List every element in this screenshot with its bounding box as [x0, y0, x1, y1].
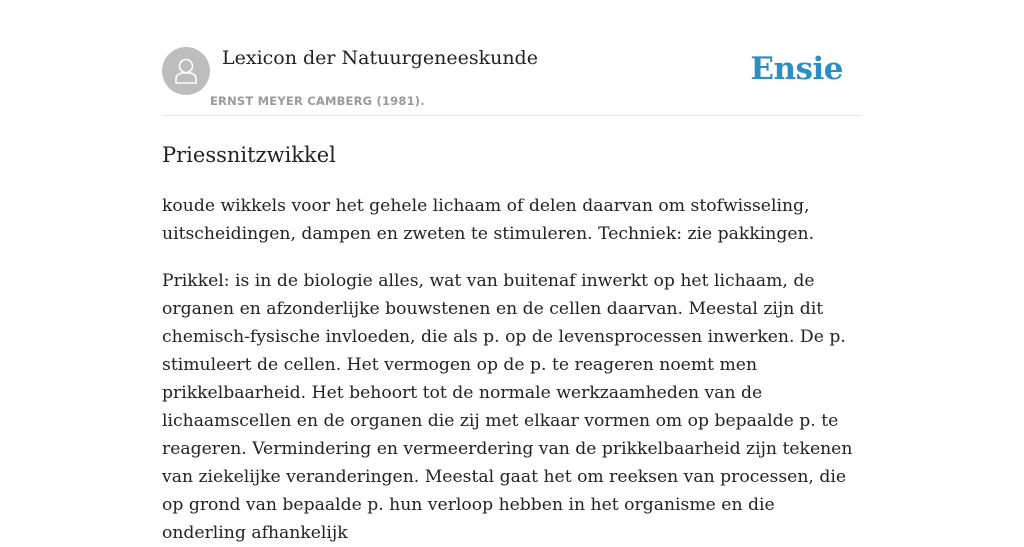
entry-term: Priessnitzwikkel — [162, 143, 336, 167]
entry-definition: koude wikkels voor het gehele lichaam of delen daarvan om stofwisseling, uitscheidingen, dampen en zweten te stimuleren. Techniek: zie pakkingen. — [162, 196, 815, 244]
ensie-logo[interactable]: Ensie — [750, 51, 843, 87]
avatar[interactable] — [162, 47, 210, 95]
author-credit: ERNST MEYER CAMBERG (1981). — [210, 94, 425, 108]
next-entry-paragraph: Prikkel: is in de biologie alles, wat van buitenaf inwerkt op het lichaam, de organen en afzonderlijke bouwstenen en de cellen daarvan. Meestal zijn dit chemisch-fysische invloeden, die als p. op de levensprocessen inwerken. De p. stimuleert de cellen. Het vermogen op de p. te reageren noemt men prikkelbaarheid. Het behoort tot de normale werkzaamheden van de lichaamscellen en de organen die zij met elkaar vormen om op bepaalde p. te reageren. Vermindering en vermeerdering van de prikkelbaarheid zijn tekenen van ziekelijke veranderingen. Meestal gaat het om reeksen van processen, die op grond van bepaalde p. hun verloop hebben in het organisme en die onderling afhankelijk — [162, 271, 853, 543]
header — [162, 0, 862, 116]
user-silhouette-icon — [162, 47, 210, 95]
book-title[interactable]: Lexicon der Natuurgeneeskunde — [222, 47, 538, 69]
page — [162, 0, 862, 547]
